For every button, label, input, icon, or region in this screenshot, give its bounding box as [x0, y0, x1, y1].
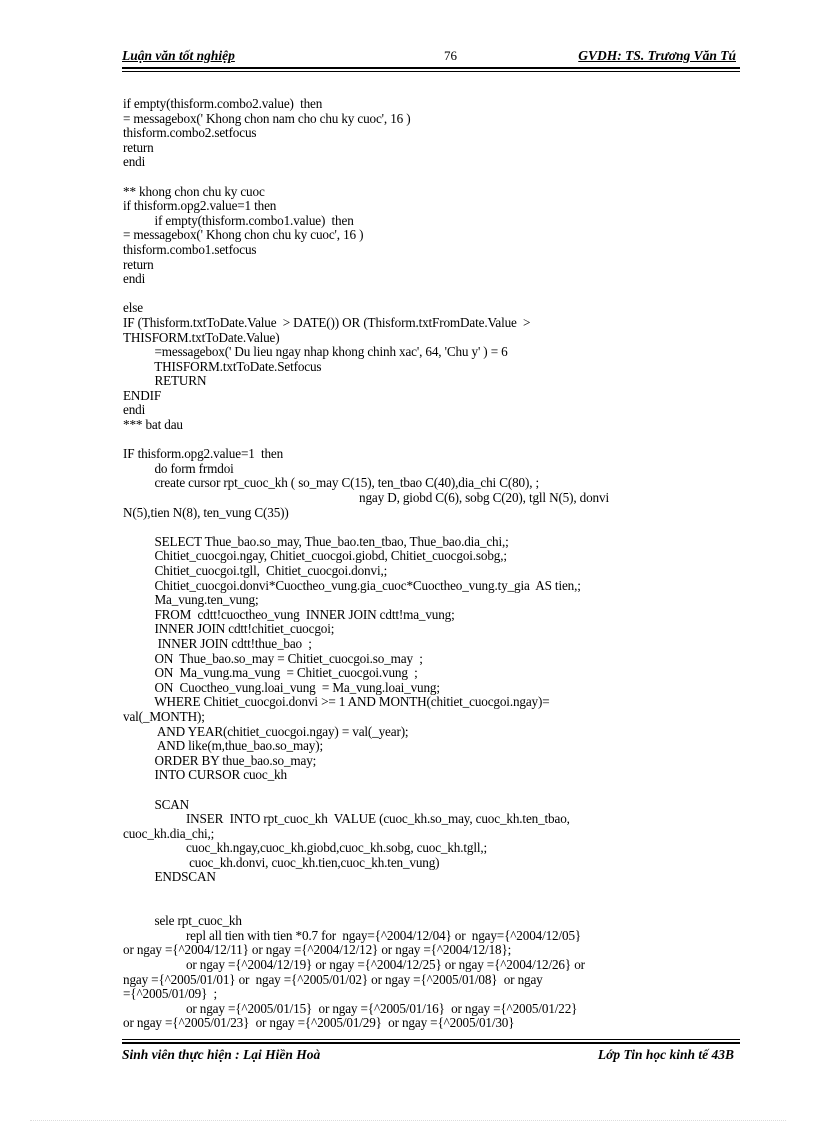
code-line: ON Ma_vung.ma_vung = Chitiet_cuocgoi.vung ;	[123, 665, 418, 681]
code-line: = messagebox(' Khong chon chu ky cuoc', 16 )	[123, 227, 364, 243]
code-line: = messagebox(' Khong chon nam cho chu ky cuoc', 16 )	[123, 110, 411, 126]
code-line: or ngay ={^2005/01/15} or ngay ={^2005/01/16} or ngay ={^2005/01/22}	[123, 1000, 578, 1016]
code-line: cuoc_kh.donvi, cuoc_kh.tien,cuoc_kh.ten_vung)	[123, 854, 440, 870]
code-line: if empty(thisform.combo2.value) then	[123, 96, 323, 111]
code-line: ORDER BY thue_bao.so_may;	[123, 752, 317, 768]
code-line: ngay D, giobd C(6), sobg C(20), tgll N(5), donvi	[123, 490, 609, 506]
code-line: do form frmdoi	[123, 460, 234, 476]
code-line: FROM cdtt!cuoctheo_vung INNER JOIN cdtt!ma_vung;	[123, 606, 455, 622]
code-line: ON Thue_bao.so_may = Chitiet_cuocgoi.so_may ;	[123, 650, 423, 666]
code-line: val(_MONTH);	[123, 708, 205, 724]
code-line: INNER JOIN cdtt!chitiet_cuocgoi;	[123, 621, 335, 637]
code-line: Chitiet_cuocgoi.donvi*Cuoctheo_vung.gia_cuoc*Cuoctheo_vung.ty_gia AS tien,;	[123, 577, 581, 593]
code-line: endi	[123, 154, 146, 170]
code-line	[123, 433, 739, 448]
code-line: SELECT Thue_bao.so_may, Thue_bao.ten_tbao, Thue_bao.dia_chi,;	[123, 533, 509, 549]
code-line: repl all tien with tien *0.7 for ngay={^2004/12/04} or ngay={^2004/12/05}	[123, 927, 582, 943]
code-line: THISFORM.txtToDate.Setfocus	[123, 358, 322, 374]
code-line: IF thisform.opg2.value=1 then	[123, 446, 284, 462]
code-line: thisform.combo1.setfocus	[123, 241, 257, 257]
code-line: ** khong chon chu ky cuoc	[123, 183, 265, 199]
code-line: *** bat dau	[123, 417, 183, 433]
code-line: thisform.combo2.setfocus	[123, 125, 257, 141]
code-line: cuoc_kh.ngay,cuoc_kh.giobd,cuoc_kh.sobg, cuoc_kh.tgll,;	[123, 840, 488, 856]
code-line: AND YEAR(chitiet_cuocgoi.ngay) = val(_year);	[123, 723, 409, 739]
code-line: if empty(thisform.combo1.value) then	[123, 212, 354, 228]
code-line: IF (Thisform.txtToDate.Value > DATE()) OR (Thisform.txtFromDate.Value >	[123, 314, 531, 330]
code-line: return	[123, 139, 154, 155]
code-line: ENDIF	[123, 387, 162, 403]
code-line: else	[123, 300, 143, 316]
code-line: RETURN	[123, 373, 207, 389]
header-rule-thin	[122, 71, 740, 72]
code-line: or ngay ={^2004/12/11} or ngay ={^2004/12/12} or ngay ={^2004/12/18};	[123, 942, 512, 958]
code-line	[123, 520, 739, 535]
footer-rule-thick	[122, 1042, 740, 1044]
code-line: cuoc_kh.dia_chi,;	[123, 825, 215, 841]
code-line: INSER INTO rpt_cuoc_kh VALUE (cuoc_kh.so_may, cuoc_kh.ten_tbao,	[123, 811, 570, 827]
page-number: 76	[444, 48, 457, 63]
code-line: ={^2005/01/09} ;	[123, 986, 218, 1002]
footer-class: Lớp Tin học kinh tế 43B	[597, 1047, 734, 1062]
page-header	[122, 48, 738, 66]
code-line: endi	[123, 271, 146, 287]
code-line	[123, 170, 739, 185]
footer-rule-thin	[122, 1039, 740, 1040]
code-line: Chitiet_cuocgoi.tgll, Chitiet_cuocgoi.donvi,;	[123, 563, 388, 578]
code-line: ON Cuoctheo_vung.loai_vung = Ma_vung.loai_vung;	[123, 679, 440, 695]
code-line	[123, 885, 739, 900]
code-line: Chitiet_cuocgoi.ngay, Chitiet_cuocgoi.giobd, Chitiet_cuocgoi.sobg,;	[123, 548, 507, 564]
header-rule-thick	[122, 67, 740, 69]
code-listing	[123, 97, 739, 1031]
code-line: =messagebox(' Du lieu ngay nhap khong chinh xac', 64, 'Chu y' ) = 6	[123, 344, 508, 360]
footer-student: Sinh viên thực hiện : Lại Hiền Hoà	[122, 1047, 321, 1062]
page-footer	[122, 1047, 738, 1065]
code-line: if thisform.opg2.value=1 then	[123, 198, 277, 214]
header-advisor: GVDH: TS. Trương Văn Tú	[578, 48, 736, 63]
code-line: create cursor rpt_cuoc_kh ( so_may C(15), ten_tbao C(40),dia_chi C(80), ;	[123, 475, 540, 491]
code-line: sele rpt_cuoc_kh	[123, 913, 242, 929]
code-line: THISFORM.txtToDate.Value)	[123, 329, 280, 345]
code-line: N(5),tien N(8), ten_vung C(35))	[123, 504, 289, 520]
code-line: return	[123, 256, 154, 272]
code-line	[123, 287, 739, 302]
code-line	[123, 783, 739, 798]
code-line: or ngay ={^2005/01/23} or ngay ={^2005/01/29} or ngay ={^2005/01/30}	[123, 1015, 515, 1031]
code-line: ngay ={^2005/01/01} or ngay ={^2005/01/02} or ngay ={^2005/01/08} or ngay	[123, 971, 543, 987]
header-thesis-title: Luận văn tốt nghiệp	[122, 48, 235, 63]
code-line: endi	[123, 402, 146, 418]
code-line: INNER JOIN cdtt!thue_bao ;	[123, 635, 312, 651]
code-line: Ma_vung.ten_vung;	[123, 592, 259, 608]
code-line: WHERE Chitiet_cuocgoi.donvi >= 1 AND MONTH(chitiet_cuocgoi.ngay)=	[123, 694, 550, 710]
code-line: SCAN	[123, 796, 190, 812]
code-line: INTO CURSOR cuoc_kh	[123, 767, 287, 783]
code-line: ENDSCAN	[123, 869, 216, 885]
code-line	[123, 900, 739, 915]
code-line: or ngay ={^2004/12/19} or ngay ={^2004/12/25} or ngay ={^2004/12/26} or	[123, 957, 585, 973]
page-edge-divider	[30, 1120, 786, 1121]
code-line: AND like(m,thue_bao.so_may);	[123, 738, 323, 754]
